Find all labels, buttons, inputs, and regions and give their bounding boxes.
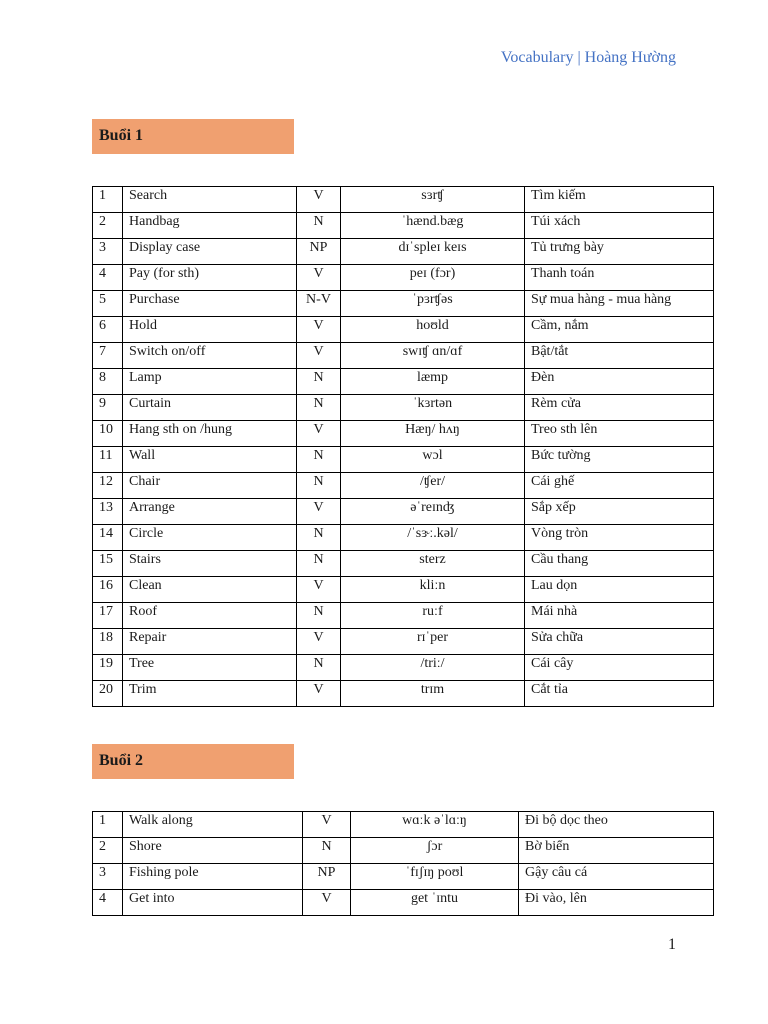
cell-ipa: /ʧer/: [341, 473, 525, 499]
cell-term: Hang sth on /hung: [123, 421, 297, 447]
cell-ipa: ˈpɜrʧəs: [341, 291, 525, 317]
cell-num: 3: [93, 239, 123, 265]
cell-ipa: ʃɔr: [351, 838, 519, 864]
page-header: Vocabulary | Hoàng Hường: [500, 49, 676, 66]
cell-ipa: sterz: [341, 551, 525, 577]
cell-meaning: Mái nhà: [525, 603, 714, 629]
table-row: [93, 421, 714, 447]
table-row: [93, 473, 714, 499]
cell-ipa: hoʊld: [341, 317, 525, 343]
cell-type: N: [297, 395, 341, 421]
cell-term: Roof: [123, 603, 297, 629]
table-row: [93, 681, 714, 707]
cell-term: Pay (for sth): [123, 265, 297, 291]
cell-ipa: rɪˈper: [341, 629, 525, 655]
cell-num: 19: [93, 655, 123, 681]
cell-term: Tree: [123, 655, 297, 681]
cell-num: 15: [93, 551, 123, 577]
cell-num: 11: [93, 447, 123, 473]
cell-type: V: [297, 681, 341, 707]
cell-type: V: [297, 265, 341, 291]
table-row: [93, 265, 714, 291]
cell-ipa: /ˈsɝː.kəl/: [341, 525, 525, 551]
cell-term: Switch on/off: [123, 343, 297, 369]
cell-num: 4: [93, 265, 123, 291]
table-row: [93, 864, 714, 890]
table-row: [93, 213, 714, 239]
cell-type: N: [297, 655, 341, 681]
cell-term: Search: [123, 187, 297, 213]
cell-term: Walk along: [123, 812, 303, 838]
cell-type: N: [297, 369, 341, 395]
cell-type: NP: [303, 864, 351, 890]
cell-type: N: [297, 603, 341, 629]
cell-num: 8: [93, 369, 123, 395]
cell-ipa: əˈreɪnʤ: [341, 499, 525, 525]
cell-ipa: ˈkɜrtən: [341, 395, 525, 421]
cell-meaning: Tìm kiếm: [525, 187, 714, 213]
cell-num: 4: [93, 890, 123, 916]
cell-type: V: [297, 421, 341, 447]
cell-meaning: Thanh toán: [525, 265, 714, 291]
cell-ipa: swɪʧ ɑn/ɑf: [341, 343, 525, 369]
cell-type: V: [297, 577, 341, 603]
cell-term: Get into: [123, 890, 303, 916]
cell-meaning: Sửa chữa: [525, 629, 714, 655]
cell-ipa: trɪm: [341, 681, 525, 707]
cell-num: 3: [93, 864, 123, 890]
cell-num: 17: [93, 603, 123, 629]
table-row: [93, 447, 714, 473]
cell-ipa: ˈhænd.bæg: [341, 213, 525, 239]
cell-term: Stairs: [123, 551, 297, 577]
cell-type: N: [303, 838, 351, 864]
table-row: [93, 239, 714, 265]
cell-num: 1: [93, 812, 123, 838]
table-row: [93, 395, 714, 421]
cell-ipa: sɜrʧ: [341, 187, 525, 213]
cell-term: Lamp: [123, 369, 297, 395]
table-row: [93, 343, 714, 369]
cell-num: 9: [93, 395, 123, 421]
cell-num: 18: [93, 629, 123, 655]
cell-num: 10: [93, 421, 123, 447]
cell-num: 1: [93, 187, 123, 213]
cell-term: Shore: [123, 838, 303, 864]
cell-num: 5: [93, 291, 123, 317]
cell-type: V: [297, 187, 341, 213]
cell-num: 2: [93, 213, 123, 239]
cell-type: N-V: [297, 291, 341, 317]
cell-meaning: Bức tường: [525, 447, 714, 473]
cell-meaning: Cái ghế: [525, 473, 714, 499]
cell-type: V: [297, 499, 341, 525]
table-row: [93, 551, 714, 577]
cell-meaning: Cái cây: [525, 655, 714, 681]
cell-ipa: peɪ (fɔr): [341, 265, 525, 291]
cell-meaning: Đèn: [525, 369, 714, 395]
cell-ipa: læmp: [341, 369, 525, 395]
table-row: [93, 629, 714, 655]
cell-meaning: Treo sth lên: [525, 421, 714, 447]
vocab-table-2: [92, 811, 714, 916]
cell-type: N: [297, 551, 341, 577]
page-number: 1: [668, 936, 676, 953]
cell-ipa: /triː/: [341, 655, 525, 681]
cell-type: N: [297, 473, 341, 499]
table-row: [93, 291, 714, 317]
cell-num: 14: [93, 525, 123, 551]
cell-meaning: Đi vào, lên: [519, 890, 714, 916]
cell-ipa: ˈfɪʃɪŋ poʊl: [351, 864, 519, 890]
table-row: [93, 317, 714, 343]
cell-term: Trim: [123, 681, 297, 707]
cell-term: Chair: [123, 473, 297, 499]
cell-term: Curtain: [123, 395, 297, 421]
cell-num: 13: [93, 499, 123, 525]
cell-num: 6: [93, 317, 123, 343]
cell-meaning: Đi bộ dọc theo: [519, 812, 714, 838]
table-row: [93, 838, 714, 864]
cell-meaning: Lau dọn: [525, 577, 714, 603]
cell-meaning: Sự mua hàng - mua hàng: [525, 291, 714, 317]
table-row: [93, 369, 714, 395]
cell-meaning: Cắt tỉa: [525, 681, 714, 707]
cell-num: 12: [93, 473, 123, 499]
table-row: [93, 187, 714, 213]
cell-type: NP: [297, 239, 341, 265]
table-row: [93, 577, 714, 603]
cell-term: Purchase: [123, 291, 297, 317]
cell-meaning: Sắp xếp: [525, 499, 714, 525]
cell-num: 2: [93, 838, 123, 864]
cell-type: V: [297, 343, 341, 369]
cell-meaning: Vòng tròn: [525, 525, 714, 551]
table-row: [93, 890, 714, 916]
cell-type: N: [297, 525, 341, 551]
cell-ipa: ruːf: [341, 603, 525, 629]
cell-term: Repair: [123, 629, 297, 655]
cell-term: Hold: [123, 317, 297, 343]
table-row: [93, 655, 714, 681]
cell-num: 16: [93, 577, 123, 603]
cell-meaning: Bờ biển: [519, 838, 714, 864]
cell-term: Arrange: [123, 499, 297, 525]
table-row: [93, 812, 714, 838]
cell-meaning: Gậy câu cá: [519, 864, 714, 890]
table-row: [93, 603, 714, 629]
cell-term: Display case: [123, 239, 297, 265]
cell-type: V: [297, 629, 341, 655]
cell-ipa: get ˈɪntu: [351, 890, 519, 916]
table-row: [93, 525, 714, 551]
cell-type: N: [297, 213, 341, 239]
cell-ipa: Hæŋ/ hʌŋ: [341, 421, 525, 447]
cell-term: Clean: [123, 577, 297, 603]
vocab-table-1: [92, 186, 714, 707]
cell-type: V: [303, 812, 351, 838]
cell-ipa: kliːn: [341, 577, 525, 603]
cell-num: 7: [93, 343, 123, 369]
cell-ipa: wɑːk əˈlɑːŋ: [351, 812, 519, 838]
cell-ipa: wɔl: [341, 447, 525, 473]
cell-type: V: [297, 317, 341, 343]
cell-meaning: Rèm cửa: [525, 395, 714, 421]
cell-meaning: Tủ trưng bày: [525, 239, 714, 265]
cell-meaning: Cầu thang: [525, 551, 714, 577]
section-title-1: Buổi 1: [92, 119, 294, 154]
cell-term: Handbag: [123, 213, 297, 239]
cell-type: N: [297, 447, 341, 473]
cell-meaning: Cầm, nắm: [525, 317, 714, 343]
cell-num: 20: [93, 681, 123, 707]
table-row: [93, 499, 714, 525]
section-title-2: Buổi 2: [92, 744, 294, 779]
cell-ipa: dɪˈspleɪ keɪs: [341, 239, 525, 265]
cell-term: Fishing pole: [123, 864, 303, 890]
cell-term: Circle: [123, 525, 297, 551]
cell-term: Wall: [123, 447, 297, 473]
cell-meaning: Bật/tắt: [525, 343, 714, 369]
cell-meaning: Túi xách: [525, 213, 714, 239]
cell-type: V: [303, 890, 351, 916]
